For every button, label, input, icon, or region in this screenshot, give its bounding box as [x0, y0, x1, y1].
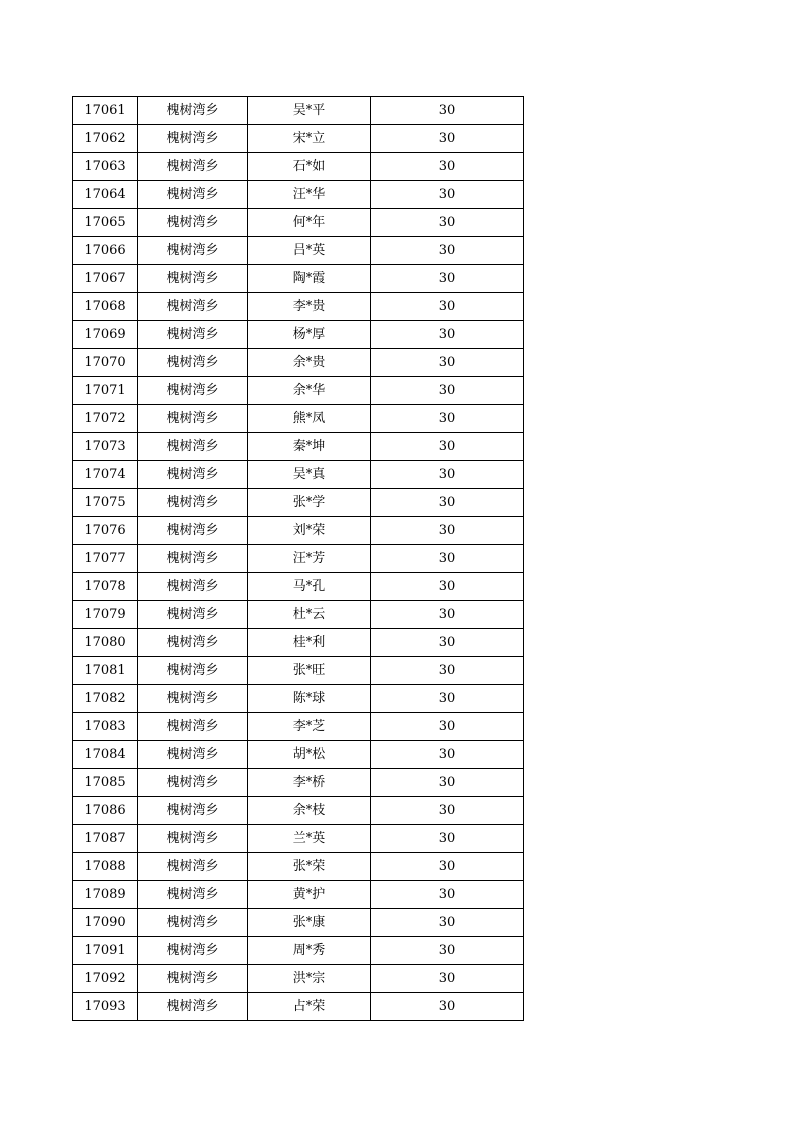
row-town-cell: 槐树湾乡: [138, 769, 248, 797]
row-amount-cell: 30: [371, 237, 524, 265]
row-id-cell: 17088: [73, 853, 138, 881]
row-town-cell: 槐树湾乡: [138, 461, 248, 489]
row-name-cell: 兰*英: [248, 825, 371, 853]
row-town-cell: 槐树湾乡: [138, 881, 248, 909]
table-row: [73, 601, 524, 629]
row-id-cell: 17083: [73, 713, 138, 741]
table-row: [73, 629, 524, 657]
row-amount-cell: 30: [371, 321, 524, 349]
row-name-cell: 吕*英: [248, 237, 371, 265]
table-row: [73, 881, 524, 909]
table-row: [73, 853, 524, 881]
row-town-cell: 槐树湾乡: [138, 349, 248, 377]
row-town-cell: 槐树湾乡: [138, 713, 248, 741]
row-amount-cell: 30: [371, 853, 524, 881]
row-amount-cell: 30: [371, 629, 524, 657]
row-name-cell: 李*芝: [248, 713, 371, 741]
row-amount-cell: 30: [371, 349, 524, 377]
row-id-cell: 17090: [73, 909, 138, 937]
row-amount-cell: 30: [371, 601, 524, 629]
row-town-cell: 槐树湾乡: [138, 517, 248, 545]
row-id-cell: 17086: [73, 797, 138, 825]
table-row: [73, 209, 524, 237]
row-id-cell: 17078: [73, 573, 138, 601]
row-amount-cell: 30: [371, 489, 524, 517]
row-town-cell: 槐树湾乡: [138, 125, 248, 153]
row-amount-cell: 30: [371, 433, 524, 461]
row-name-cell: 刘*荣: [248, 517, 371, 545]
row-town-cell: 槐树湾乡: [138, 433, 248, 461]
row-id-cell: 17067: [73, 265, 138, 293]
row-amount-cell: 30: [371, 517, 524, 545]
table-row: [73, 265, 524, 293]
row-name-cell: 洪*宗: [248, 965, 371, 993]
row-id-cell: 17065: [73, 209, 138, 237]
row-amount-cell: 30: [371, 461, 524, 489]
row-name-cell: 胡*松: [248, 741, 371, 769]
table-row: [73, 825, 524, 853]
row-town-cell: 槐树湾乡: [138, 685, 248, 713]
row-amount-cell: 30: [371, 657, 524, 685]
table-row: [73, 153, 524, 181]
row-id-cell: 17079: [73, 601, 138, 629]
row-amount-cell: 30: [371, 377, 524, 405]
table-row: [73, 657, 524, 685]
table-row: [73, 125, 524, 153]
row-amount-cell: 30: [371, 993, 524, 1021]
row-name-cell: 陶*霞: [248, 265, 371, 293]
row-id-cell: 17093: [73, 993, 138, 1021]
row-id-cell: 17075: [73, 489, 138, 517]
row-amount-cell: 30: [371, 545, 524, 573]
row-town-cell: 槐树湾乡: [138, 209, 248, 237]
row-id-cell: 17085: [73, 769, 138, 797]
table-row: [73, 909, 524, 937]
row-id-cell: 17061: [73, 97, 138, 125]
row-id-cell: 17068: [73, 293, 138, 321]
row-amount-cell: 30: [371, 741, 524, 769]
row-name-cell: 张*学: [248, 489, 371, 517]
row-amount-cell: 30: [371, 685, 524, 713]
row-name-cell: 李*贵: [248, 293, 371, 321]
row-name-cell: 张*康: [248, 909, 371, 937]
row-name-cell: 何*年: [248, 209, 371, 237]
table-row: [73, 685, 524, 713]
row-name-cell: 秦*坤: [248, 433, 371, 461]
row-id-cell: 17063: [73, 153, 138, 181]
table-row: [73, 461, 524, 489]
table-row: [73, 769, 524, 797]
row-amount-cell: 30: [371, 97, 524, 125]
row-id-cell: 17066: [73, 237, 138, 265]
row-town-cell: 槐树湾乡: [138, 265, 248, 293]
row-name-cell: 吴*平: [248, 97, 371, 125]
table-row: [73, 517, 524, 545]
row-name-cell: 周*秀: [248, 937, 371, 965]
row-id-cell: 17064: [73, 181, 138, 209]
row-id-cell: 17089: [73, 881, 138, 909]
row-name-cell: 占*荣: [248, 993, 371, 1021]
row-amount-cell: 30: [371, 825, 524, 853]
table-row: [73, 237, 524, 265]
table-row: [73, 489, 524, 517]
row-name-cell: 杜*云: [248, 601, 371, 629]
row-amount-cell: 30: [371, 937, 524, 965]
row-id-cell: 17087: [73, 825, 138, 853]
row-town-cell: 槐树湾乡: [138, 853, 248, 881]
row-amount-cell: 30: [371, 909, 524, 937]
row-town-cell: 槐树湾乡: [138, 629, 248, 657]
row-amount-cell: 30: [371, 573, 524, 601]
row-id-cell: 17080: [73, 629, 138, 657]
row-town-cell: 槐树湾乡: [138, 97, 248, 125]
row-town-cell: 槐树湾乡: [138, 321, 248, 349]
row-town-cell: 槐树湾乡: [138, 153, 248, 181]
row-amount-cell: 30: [371, 797, 524, 825]
row-town-cell: 槐树湾乡: [138, 573, 248, 601]
row-amount-cell: 30: [371, 881, 524, 909]
table-row: [73, 433, 524, 461]
row-town-cell: 槐树湾乡: [138, 489, 248, 517]
row-id-cell: 17077: [73, 545, 138, 573]
row-name-cell: 熊*凤: [248, 405, 371, 433]
row-amount-cell: 30: [371, 125, 524, 153]
row-town-cell: 槐树湾乡: [138, 405, 248, 433]
table-row: [73, 993, 524, 1021]
row-id-cell: 17072: [73, 405, 138, 433]
data-table: [72, 96, 524, 1021]
row-town-cell: 槐树湾乡: [138, 237, 248, 265]
table-row: [73, 741, 524, 769]
row-id-cell: 17074: [73, 461, 138, 489]
row-town-cell: 槐树湾乡: [138, 545, 248, 573]
row-id-cell: 17091: [73, 937, 138, 965]
row-name-cell: 陈*球: [248, 685, 371, 713]
row-id-cell: 17073: [73, 433, 138, 461]
row-id-cell: 17076: [73, 517, 138, 545]
table-row: [73, 321, 524, 349]
row-name-cell: 石*如: [248, 153, 371, 181]
row-id-cell: 17092: [73, 965, 138, 993]
row-name-cell: 汪*华: [248, 181, 371, 209]
row-name-cell: 马*孔: [248, 573, 371, 601]
row-name-cell: 桂*利: [248, 629, 371, 657]
row-name-cell: 汪*芳: [248, 545, 371, 573]
row-town-cell: 槐树湾乡: [138, 797, 248, 825]
table-row: [73, 293, 524, 321]
row-id-cell: 17084: [73, 741, 138, 769]
table-row: [73, 713, 524, 741]
row-id-cell: 17081: [73, 657, 138, 685]
row-amount-cell: 30: [371, 293, 524, 321]
row-name-cell: 余*枝: [248, 797, 371, 825]
row-id-cell: 17069: [73, 321, 138, 349]
row-amount-cell: 30: [371, 405, 524, 433]
row-name-cell: 张*旺: [248, 657, 371, 685]
row-town-cell: 槐树湾乡: [138, 181, 248, 209]
row-amount-cell: 30: [371, 181, 524, 209]
table-row: [73, 573, 524, 601]
row-town-cell: 槐树湾乡: [138, 965, 248, 993]
row-id-cell: 17062: [73, 125, 138, 153]
row-amount-cell: 30: [371, 153, 524, 181]
row-amount-cell: 30: [371, 209, 524, 237]
table-body: [73, 97, 524, 1021]
row-town-cell: 槐树湾乡: [138, 657, 248, 685]
table-row: [73, 377, 524, 405]
table-row: [73, 797, 524, 825]
table-row: [73, 181, 524, 209]
table-row: [73, 97, 524, 125]
table-row: [73, 405, 524, 433]
row-amount-cell: 30: [371, 769, 524, 797]
row-name-cell: 吴*真: [248, 461, 371, 489]
row-town-cell: 槐树湾乡: [138, 377, 248, 405]
row-name-cell: 黄*护: [248, 881, 371, 909]
row-name-cell: 杨*厚: [248, 321, 371, 349]
row-town-cell: 槐树湾乡: [138, 993, 248, 1021]
table-row: [73, 349, 524, 377]
row-id-cell: 17082: [73, 685, 138, 713]
row-name-cell: 宋*立: [248, 125, 371, 153]
row-name-cell: 张*荣: [248, 853, 371, 881]
row-town-cell: 槐树湾乡: [138, 937, 248, 965]
table-row: [73, 965, 524, 993]
row-id-cell: 17070: [73, 349, 138, 377]
row-id-cell: 17071: [73, 377, 138, 405]
row-amount-cell: 30: [371, 965, 524, 993]
row-name-cell: 余*贵: [248, 349, 371, 377]
row-name-cell: 李*桥: [248, 769, 371, 797]
row-town-cell: 槐树湾乡: [138, 601, 248, 629]
row-town-cell: 槐树湾乡: [138, 293, 248, 321]
table-row: [73, 545, 524, 573]
row-town-cell: 槐树湾乡: [138, 909, 248, 937]
row-town-cell: 槐树湾乡: [138, 825, 248, 853]
row-name-cell: 余*华: [248, 377, 371, 405]
row-amount-cell: 30: [371, 265, 524, 293]
row-amount-cell: 30: [371, 713, 524, 741]
table-row: [73, 937, 524, 965]
row-town-cell: 槐树湾乡: [138, 741, 248, 769]
